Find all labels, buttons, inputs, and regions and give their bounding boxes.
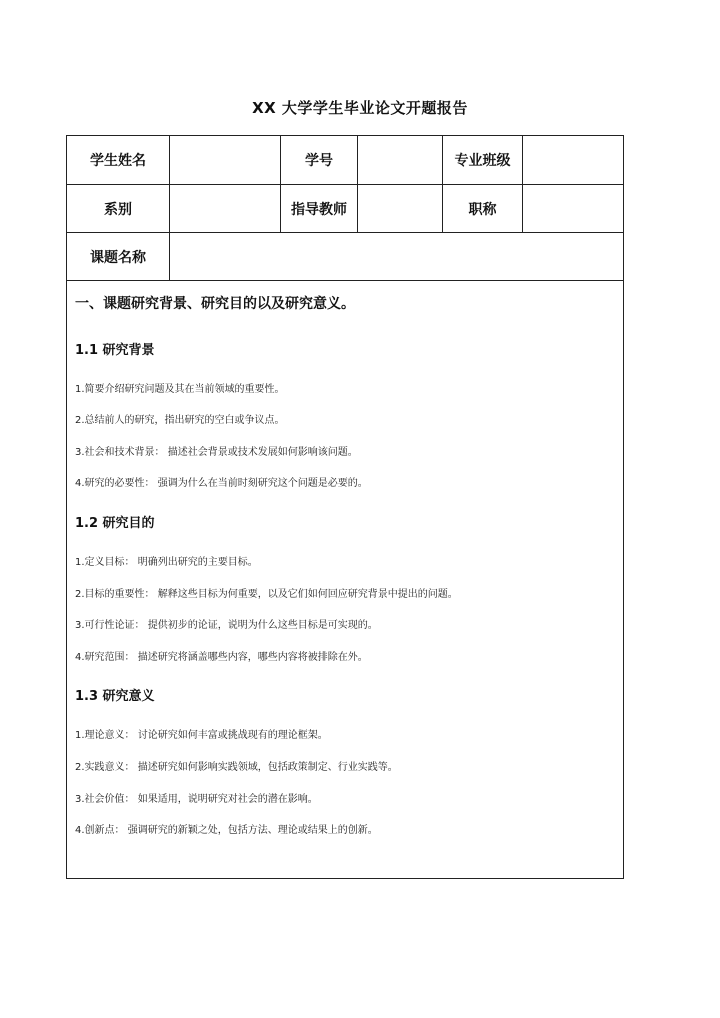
subsection-heading-significance: 1.3 研究意义 xyxy=(75,689,155,704)
topic-field[interactable] xyxy=(169,233,625,280)
table-row xyxy=(67,233,623,281)
student-id-field[interactable] xyxy=(357,136,442,184)
list-item: 3.社会和技术背景： 描述社会背景或技术发展如何影响该问题。 xyxy=(75,447,358,458)
title-rank-field[interactable] xyxy=(522,185,625,232)
major-class-field[interactable] xyxy=(522,136,625,184)
list-item: 2.目标的重要性： 解释这些目标为何重要，以及它们如何回应研究背景中提出的问题。 xyxy=(75,589,458,600)
subsection-heading-purpose: 1.2 研究目的 xyxy=(75,516,155,531)
list-item: 4.研究的必要性： 强调为什么在当前时刻研究这个问题是必要的。 xyxy=(75,478,368,489)
advisor-label: 指导教师 xyxy=(280,185,357,232)
list-item: 4.研究范围： 描述研究将涵盖哪些内容，哪些内容将被排除在外。 xyxy=(75,652,368,663)
list-item: 4.创新点： 强调研究的新颖之处，包括方法、理论或结果上的创新。 xyxy=(75,825,378,836)
subsection-heading-background: 1.1 研究背景 xyxy=(75,343,155,358)
department-label: 系别 xyxy=(104,201,132,218)
title-rank-label: 职称 xyxy=(442,185,522,232)
table-row xyxy=(67,136,623,185)
advisor-field[interactable] xyxy=(357,185,442,232)
list-item: 1.理论意义： 讨论研究如何丰富或挑战现有的理论框架。 xyxy=(75,730,328,741)
major-class-label: 专业班级 xyxy=(442,136,522,184)
table-row xyxy=(67,185,623,233)
list-item: 1.定义目标： 明确列出研究的主要目标。 xyxy=(75,557,258,568)
student-name-field[interactable] xyxy=(169,136,280,184)
list-item: 1.简要介绍研究问题及其在当前领域的重要性。 xyxy=(75,384,285,395)
document-title: XX 大学学生毕业论文开题报告 xyxy=(252,99,468,117)
student-id-label: 学号 xyxy=(280,136,357,184)
list-item: 2.总结前人的研究，指出研究的空白或争议点。 xyxy=(75,415,285,426)
report-form-table xyxy=(66,135,624,879)
list-item: 2.实践意义： 描述研究如何影响实践领域，包括政策制定、行业实践等。 xyxy=(75,762,398,773)
student-name-label: 学生姓名 xyxy=(90,153,146,169)
list-item: 3.可行性论证： 提供初步的论证，说明为什么这些目标是可实现的。 xyxy=(75,620,378,631)
topic-label: 课题名称 xyxy=(90,249,146,266)
department-field[interactable] xyxy=(169,185,280,232)
section-heading: 一、课题研究背景、研究目的以及研究意义。 xyxy=(75,296,355,312)
list-item: 3.社会价值： 如果适用，说明研究对社会的潜在影响。 xyxy=(75,794,318,805)
